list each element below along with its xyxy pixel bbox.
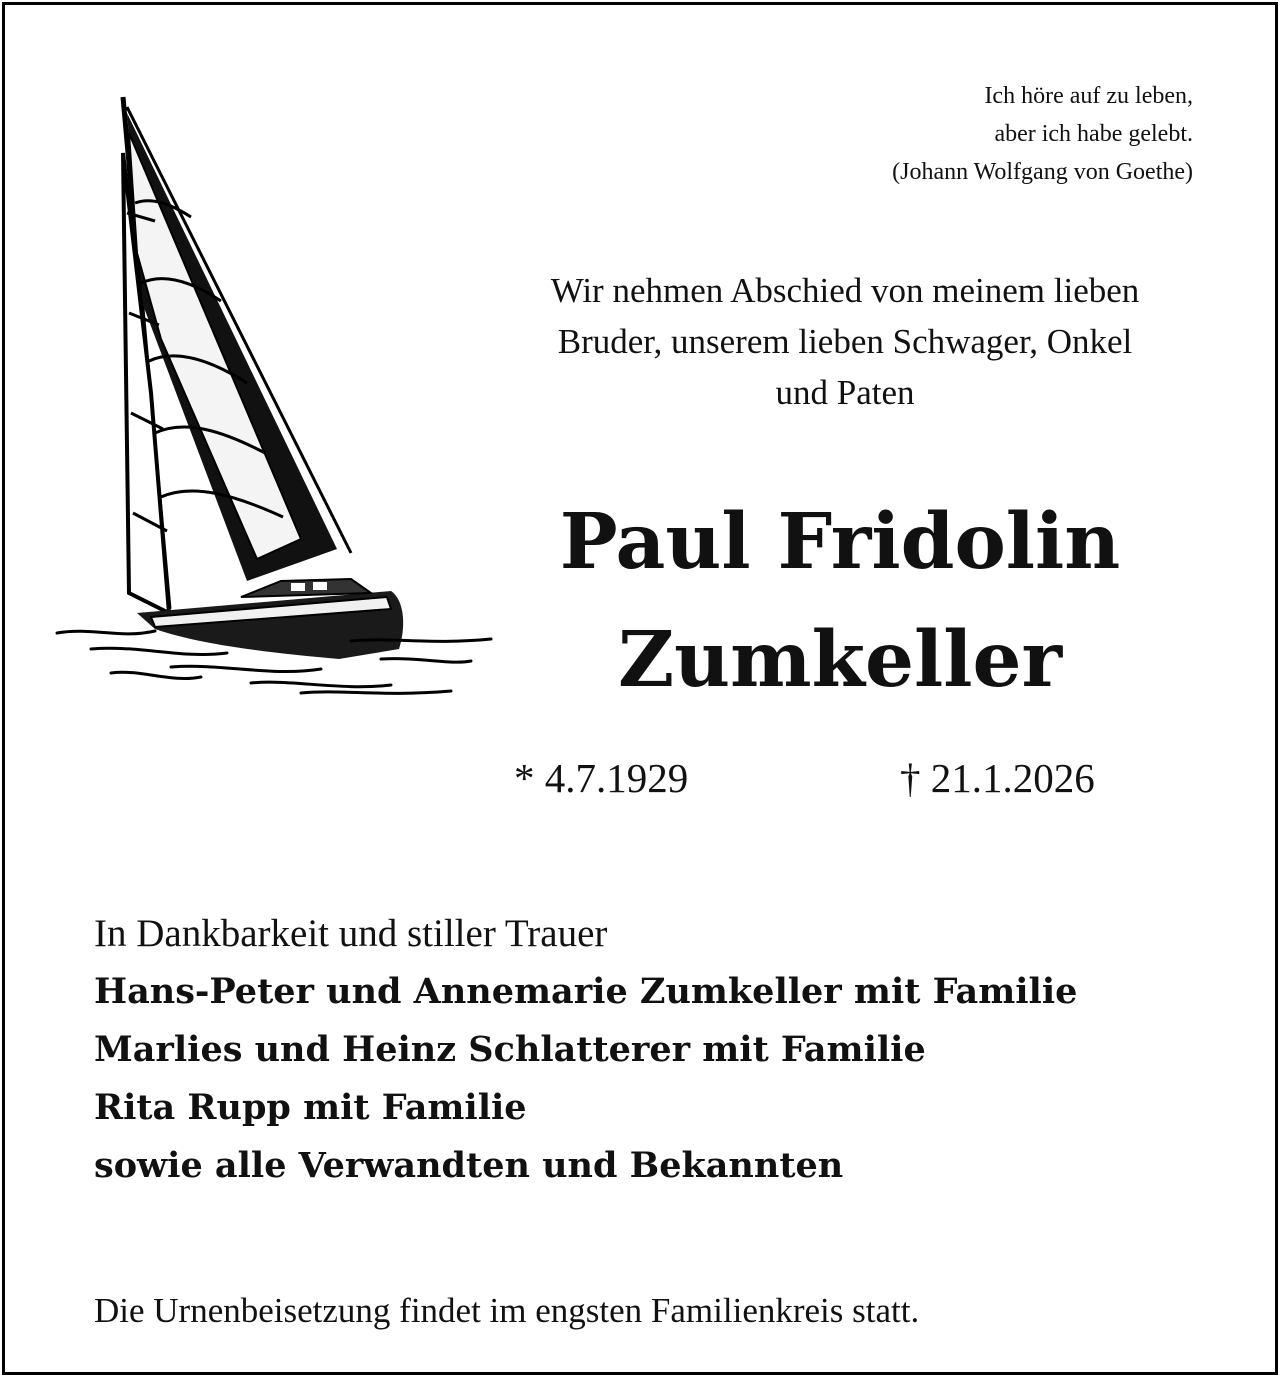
mourner-entry: sowie alle Verwandten und Bekannten — [94, 1145, 844, 1186]
goethe-quote — [892, 77, 1193, 191]
quote-attribution: (Johann Wolfgang von Goethe) — [892, 159, 1193, 185]
obituary-notice — [2, 2, 1278, 1375]
mourner-entry: Rita Rupp mit Familie — [94, 1087, 527, 1128]
mourner-entry: Marlies und Heinz Schlatterer mit Familie — [94, 1029, 926, 1070]
deceased-first-names: Paul Fridolin — [559, 497, 1121, 587]
mourner-entry: Hans-Peter und Annemarie Zumkeller mit Familie — [94, 971, 1078, 1012]
mourners-list — [94, 905, 1077, 1195]
quote-line: Ich höre auf zu leben, — [984, 83, 1193, 109]
burial-note: Die Urnenbeisetzung findet im engsten Familienkreis statt. — [94, 1291, 920, 1330]
mourners-intro: In Dankbarkeit und stiller Trauer — [94, 912, 608, 955]
deceased-name — [445, 483, 1235, 719]
farewell-line: Wir nehmen Abschied von meinem lieben — [550, 271, 1140, 310]
farewell-text — [435, 265, 1255, 418]
quote-line: aber ich habe gelebt. — [994, 121, 1193, 147]
farewell-line: und Paten — [775, 373, 915, 412]
deceased-surname: Zumkeller — [617, 615, 1063, 705]
death-date: † 21.1.2026 — [900, 755, 1095, 801]
birth-date: * 4.7.1929 — [514, 755, 689, 801]
farewell-line: Bruder, unserem lieben Schwager, Onkel — [557, 322, 1133, 361]
